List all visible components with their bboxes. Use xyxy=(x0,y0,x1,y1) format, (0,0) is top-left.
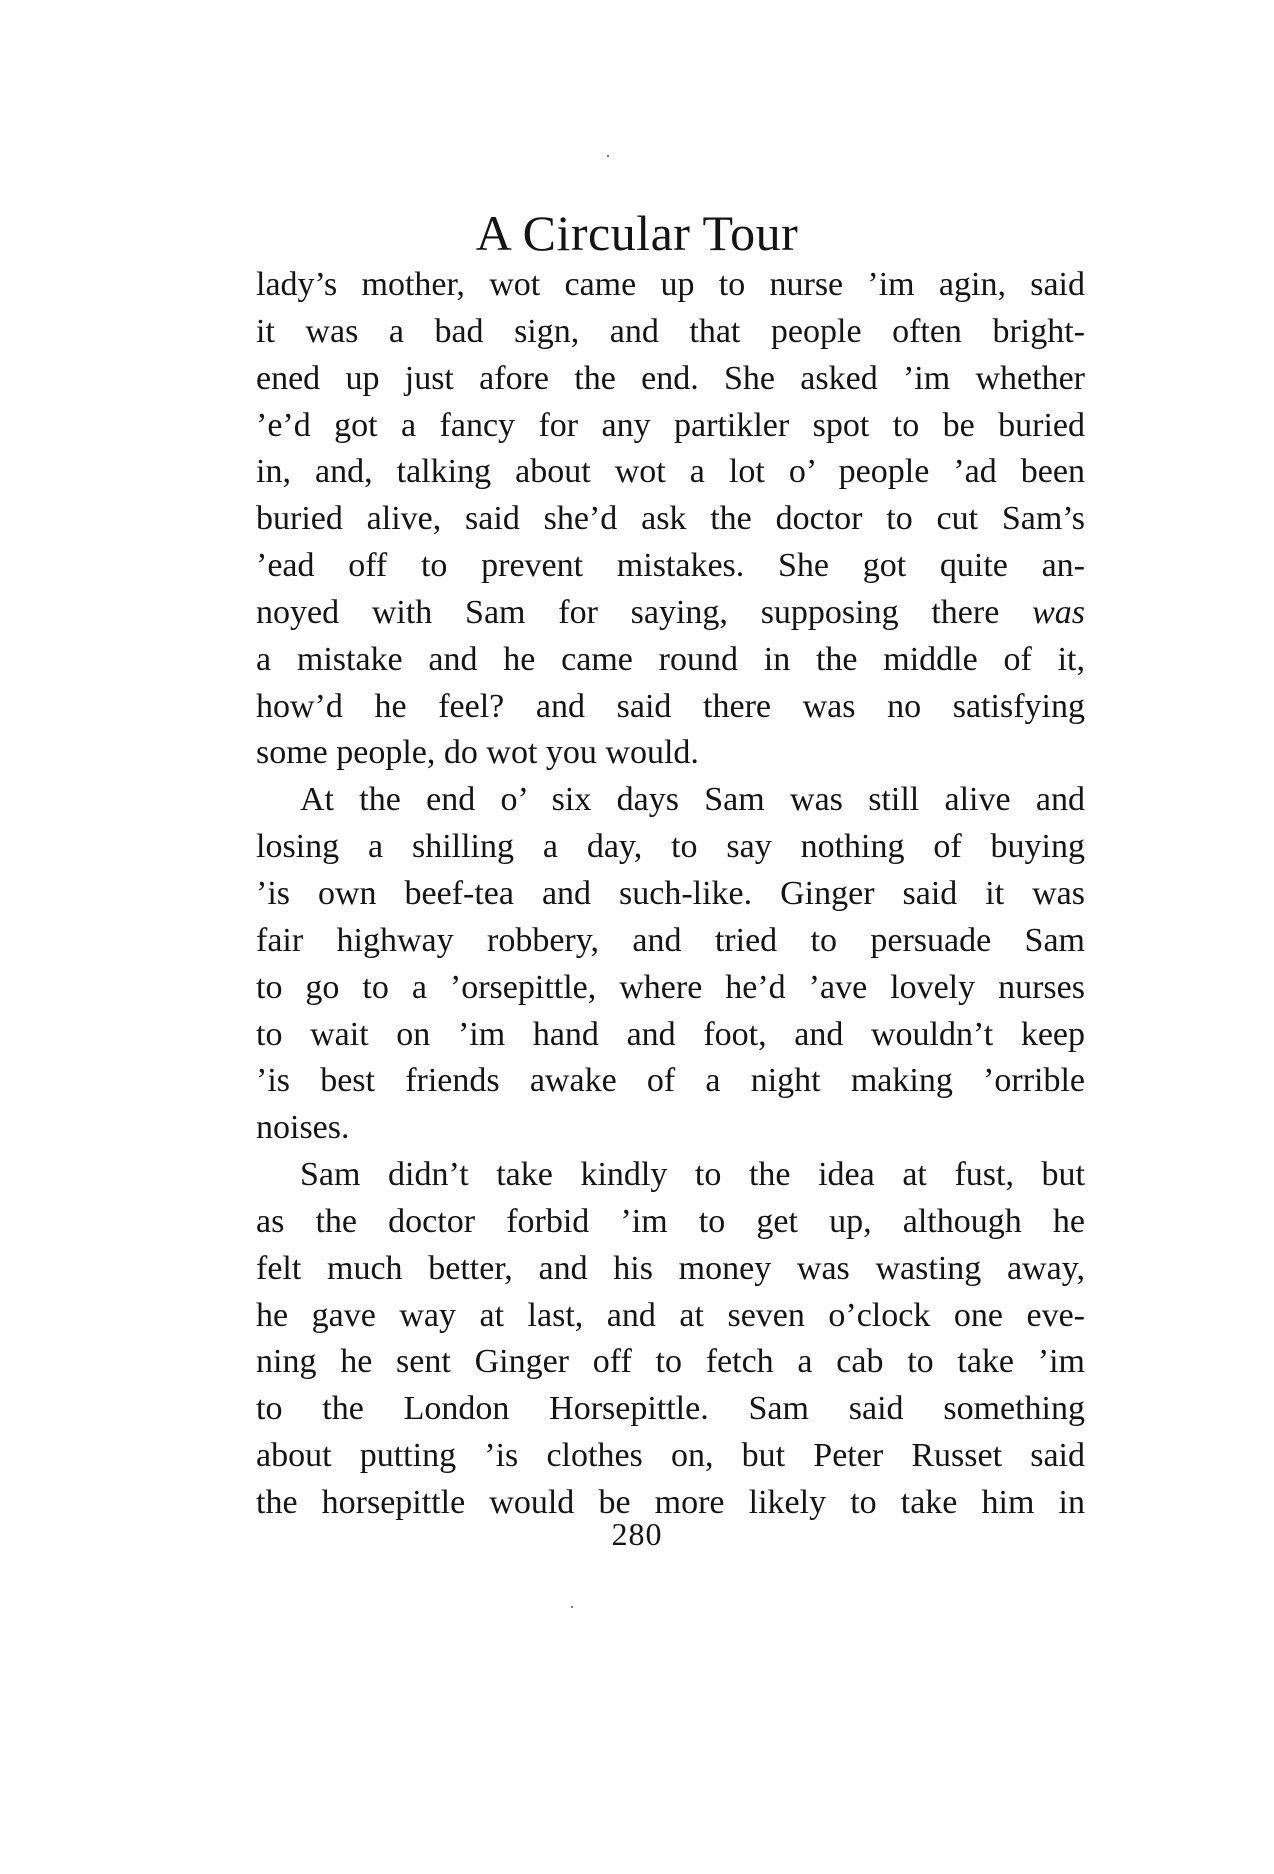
text-line: Sam didn’t take kindly to the idea at fust, but xyxy=(300,1156,1085,1194)
text-line: ’ead off to prevent mistakes. She got quite an- xyxy=(256,547,1085,585)
text-line: noyed with Sam for saying, supposing there was xyxy=(256,593,1085,631)
body-text xyxy=(256,262,1085,1527)
text-line: At the end o’ six days Sam was still alive and xyxy=(300,781,1085,819)
text-line: some people, do wot you would. xyxy=(256,734,699,772)
text-line: felt much better, and his money was wasting away, xyxy=(256,1249,1085,1287)
top-scan-speck xyxy=(607,155,609,157)
text-line: buried alive, said she’d ask the doctor to cut Sam’s xyxy=(256,500,1085,538)
text-line: to the London Horsepittle. Sam said something xyxy=(256,1390,1085,1428)
text-line: a mistake and he came round in the middle of it, xyxy=(256,640,1085,678)
text-line: about putting ’is clothes on, but Peter Russet said xyxy=(256,1437,1085,1475)
text-line: to go to a ’orsepittle, where he’d ’ave lovely nurses xyxy=(256,968,1085,1006)
text-line: the horsepittle would be more likely to take him in xyxy=(256,1483,1085,1521)
text-line: fair highway robbery, and tried to persuade Sam xyxy=(256,921,1085,959)
text-line: ning he sent Ginger off to fetch a cab to take ’im xyxy=(256,1343,1085,1381)
bottom-scan-speck xyxy=(571,1606,573,1608)
text-line: how’d he feel? and said there was no satisfying xyxy=(256,687,1085,725)
text-line: ’e’d got a fancy for any partikler spot to be buried xyxy=(256,406,1085,444)
text-line: ’is best friends awake of a night making ’orrible xyxy=(256,1062,1085,1100)
text-line: losing a shilling a day, to say nothing of buying xyxy=(256,828,1085,866)
text-line: in, and, talking about wot a lot o’ people ’ad been xyxy=(256,453,1085,491)
text-line: as the doctor forbid ’im to get up, although he xyxy=(256,1202,1085,1240)
text-line: it was a bad sign, and that people often bright- xyxy=(256,312,1085,350)
text-line: he gave way at last, and at seven o’clock one eve- xyxy=(256,1296,1085,1334)
text-line: ’is own beef-tea and such-like. Ginger said it was xyxy=(256,874,1085,912)
text-line: noises. xyxy=(256,1109,350,1147)
text-line: ened up just afore the end. She asked ’im whether xyxy=(256,359,1085,397)
text-line: lady’s mother, wot came up to nurse ’im agin, said xyxy=(256,266,1085,303)
running-head: A Circular Tour xyxy=(475,205,799,261)
text-line: to wait on ’im hand and foot, and wouldn’t keep xyxy=(256,1015,1085,1053)
page-number: 280 xyxy=(611,1516,663,1552)
